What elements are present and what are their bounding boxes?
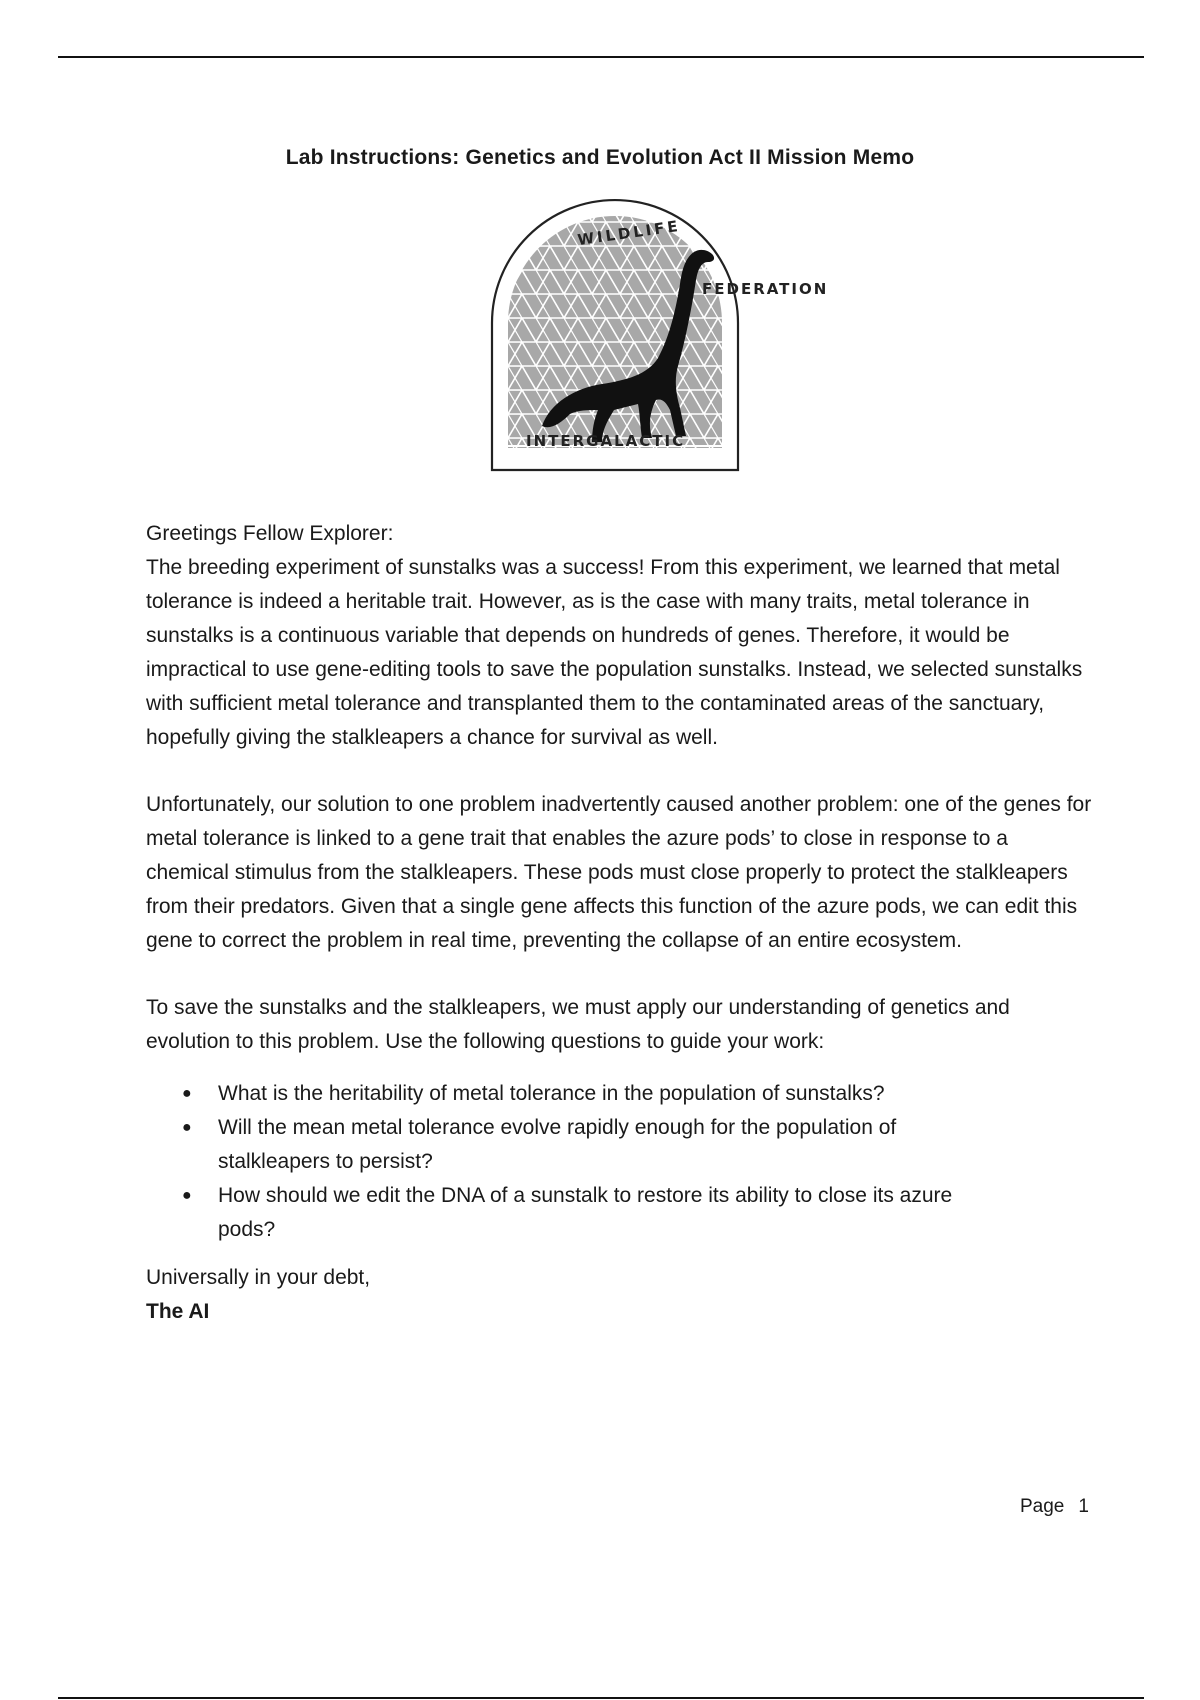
list-item: ● What is the heritability of metal tolerance in the population of sunstalks? (218, 1077, 1096, 1111)
svg-text:INTERGALACTIC: INTERGALACTIC (526, 432, 686, 450)
paragraph-2: Unfortunately, our solution to one problem inadvertently caused another problem: one of the genes for metal tolerance is linked to a gene trait that enables the azure pods’ to close in response to a chemical stimulus from the stalkleapers. These pods must close properly to protect the stalkleapers from their predators. Given that a single gene affects this function of the azure pods, we can edit this gene to correct the problem in real time, preventing the collapse of an entire ecosystem. (146, 793, 1092, 952)
page-number (1020, 1496, 1089, 1518)
dinosaur-dome-seal-icon (480, 198, 829, 478)
svg-text:FEDERATION: FEDERATION (702, 280, 829, 298)
federation-logo (480, 198, 829, 478)
header-rule (58, 56, 1144, 58)
question-list (146, 1077, 1096, 1247)
paragraph-3: To save the sunstalks and the stalkleapers, we must apply our understanding of genetics and evolution to this problem. Use the following questions to guide your work: (146, 996, 1010, 1053)
list-item: ● How should we edit the DNA of a sunstalk to restore its ability to close its azure pods? (218, 1179, 1096, 1247)
greeting: Greetings Fellow Explorer: (146, 522, 394, 545)
svg-text:WILDLIFE: WILDLIFE (576, 216, 682, 250)
page-label: Page (1020, 1496, 1065, 1517)
closing: Universally in your debt, (146, 1266, 371, 1289)
footer-rule (58, 1697, 1144, 1699)
signature: The AI (146, 1300, 210, 1323)
paragraph-1: The breeding experiment of sunstalks was a success! From this experiment, we learned that metal tolerance is indeed a heritable trait. However, as is the case with many traits, metal tolerance in sunstalks is a continuous variable that depends on hundreds of genes. Therefore, it would be impractical to use gene-editing tools to save the population sunstalks. Instead, we selected sunstalks with sufficient metal tolerance and transplanted them to the contaminated areas of the sanctuary, hopefully giving the stalkleapers a chance for survival as well. (146, 556, 1083, 749)
list-item: ● Will the mean metal tolerance evolve rapidly enough for the population of stalkleapers to persist? (218, 1111, 1096, 1179)
page-title: Lab Instructions: Genetics and Evolution Act II Mission Memo (285, 146, 915, 169)
memo-body (146, 517, 1096, 1329)
page-number-value: 1 (1078, 1496, 1089, 1517)
